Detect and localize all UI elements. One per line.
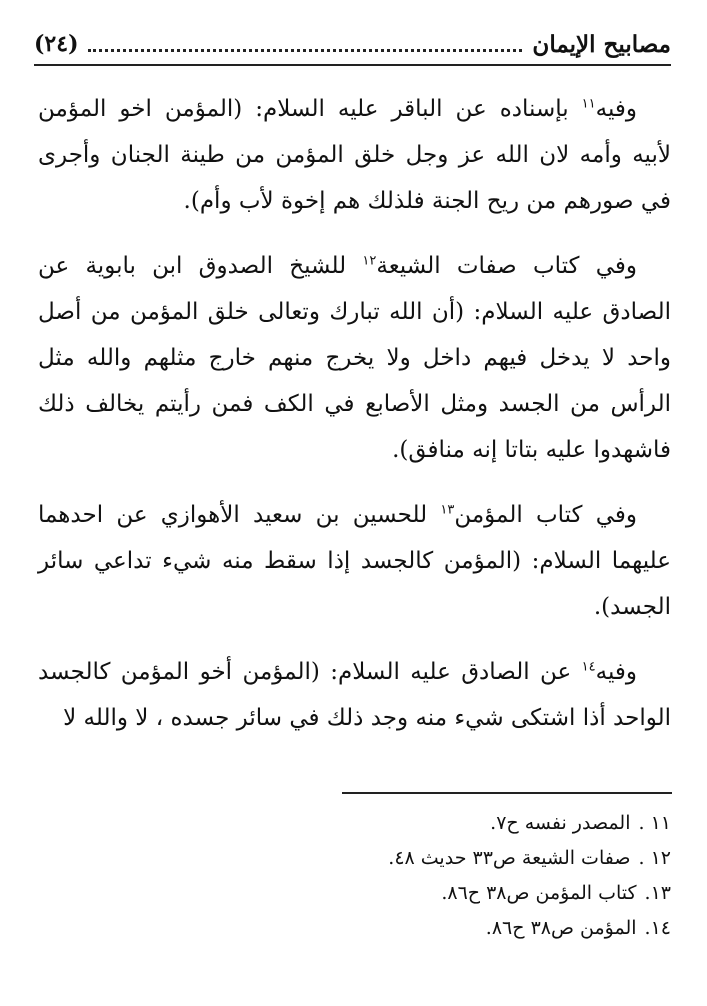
footnote-ref-12[interactable]: ١٢	[362, 253, 377, 269]
book-title: مصابيح الإيمان	[532, 30, 671, 58]
footnote-11	[120, 806, 671, 841]
paragraph-text: للحسين بن سعيد الأهوازي عن احدهما عليهما السلام: (المؤمن كالجسد إذا سقط منه شيء تداعي سائر الجسد).	[38, 502, 671, 620]
paragraph-3	[38, 492, 671, 630]
footnote-14	[120, 911, 671, 946]
main-text	[38, 86, 671, 741]
paragraph-text: عن الصادق عليه السلام: (المؤمن أخو المؤمن كالجسد الواحد أذا اشتكى شيء منه وجد ذلك في سائر جسده ، لا والله لا	[38, 659, 671, 731]
paragraph-lead: وفي كتاب صفات الشيعة	[376, 253, 637, 279]
footnote-number: ١٢ .	[638, 847, 671, 869]
footnote-separator	[342, 792, 672, 794]
paragraph-lead: وفيه	[595, 96, 637, 122]
paragraph-lead: وفيه	[595, 659, 637, 685]
footnote-number: ١١ .	[638, 812, 671, 834]
header-dotted-leader	[88, 49, 522, 52]
footnote-number: ١٣.	[644, 882, 671, 904]
footnote-text: صفات الشيعة ص٣٣ حديث ٤٨.	[388, 847, 631, 869]
footnote-text: المصدر نفسه ح٧.	[490, 812, 631, 834]
footnote-ref-13[interactable]: ١٣	[440, 502, 455, 518]
footnote-13	[120, 876, 671, 911]
paragraph-lead: وفي كتاب المؤمن	[454, 502, 637, 528]
footnote-12	[120, 841, 671, 876]
footnotes	[120, 806, 671, 946]
paragraph-1	[38, 86, 671, 224]
paragraph-4	[38, 649, 671, 741]
paragraph-text: بإسناده عن الباقر عليه السلام: (المؤمن اخو المؤمن لأبيه وأمه لان الله عز وجل خلق المؤمن من طينة الجنان وأجرى في صورهم من ريح الجنة فلذلك هم إخوة لأب وأم).	[38, 96, 671, 214]
footnote-number: ١٤.	[644, 917, 671, 939]
paragraph-text: للشيخ الصدوق ابن بابوية عن الصادق عليه السلام: (أن الله تبارك وتعالى خلق المؤمن من أصل واحد لا يدخل فيهم داخل ولا يخرج منهم خارج مثلهم والله مثل الرأس من الجسد ومثل الأصابع في الكف فمن رأيتم يخالف ذلك فاشهدوا عليه بتاتا إنه منافق).	[38, 253, 671, 463]
footnote-ref-11[interactable]: ١١	[581, 96, 596, 112]
footnote-text: المؤمن ص٣٨ ح٨٦.	[485, 917, 637, 939]
footnote-ref-14[interactable]: ١٤	[581, 659, 596, 675]
footnote-text: كتاب المؤمن ص٣٨ ح٨٦.	[441, 882, 637, 904]
running-header	[34, 24, 671, 66]
page-number: (٢٤)	[34, 31, 79, 57]
paragraph-2	[38, 243, 671, 473]
